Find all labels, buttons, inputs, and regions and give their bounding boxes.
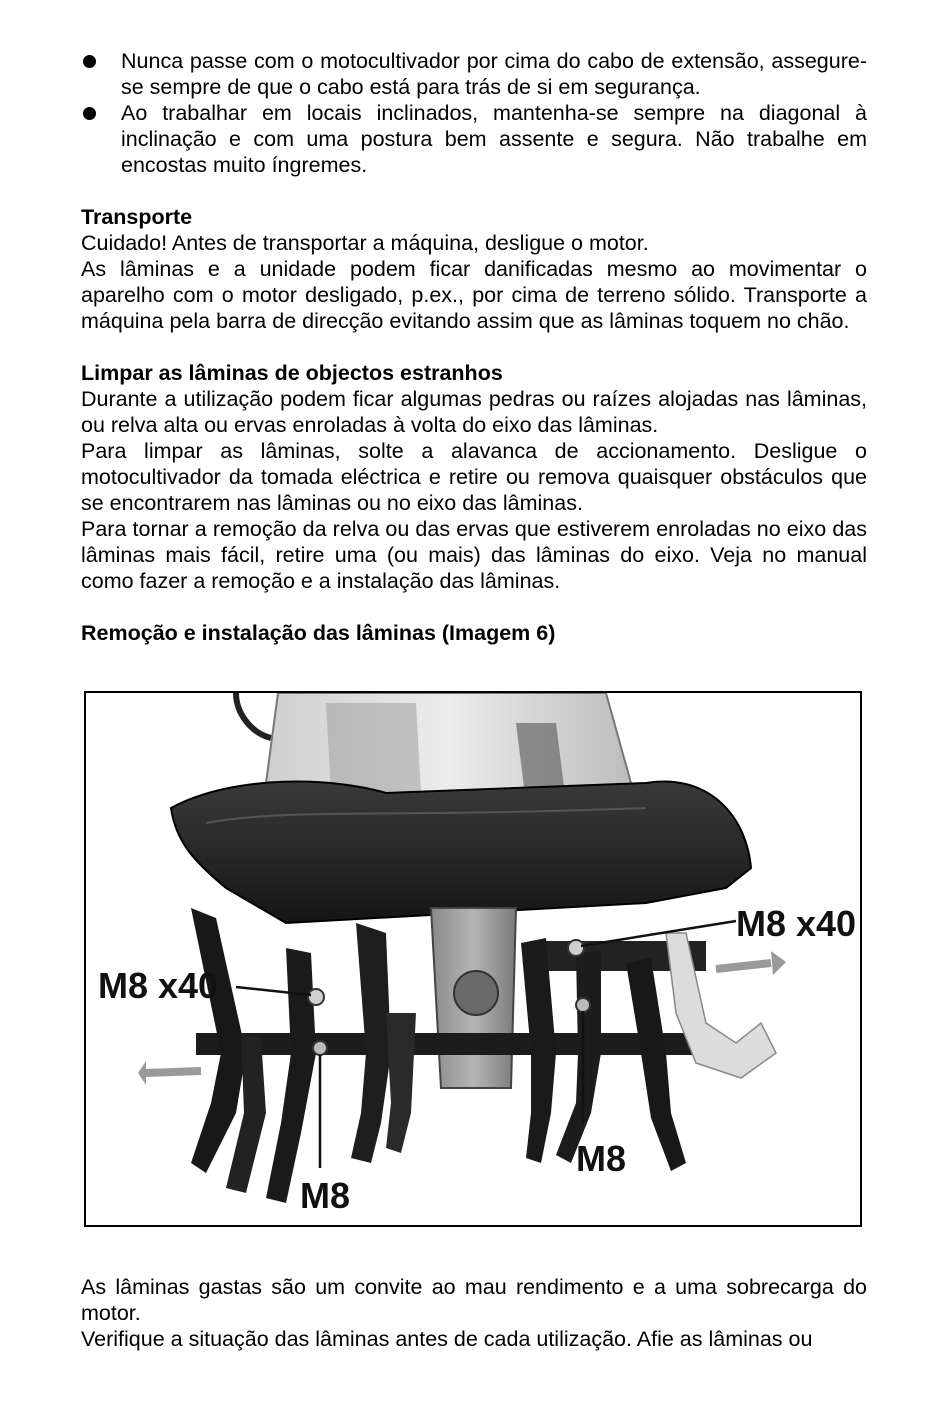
tail-paragraph-1: As lâminas gastas são um convite ao mau rendimento e a uma sobrecarga do motor.	[81, 1275, 867, 1325]
bullet-item	[81, 48, 867, 100]
tiller-illustration	[86, 693, 860, 1225]
cleaning-heading: Limpar as lâminas de objectos estranhos	[81, 361, 503, 385]
bullet-text: Ao trabalhar em locais inclinados, mantenha-se sempre na diagonal à inclinação e com uma postura bem assente e segura. Não trabalhe em encostas muito íngremes.	[121, 101, 867, 177]
label-nut-right: M8	[576, 1138, 627, 1179]
tiller-figure	[84, 691, 862, 1227]
label-bolt-right: M8 x40	[736, 903, 857, 944]
label-nut-left: M8	[300, 1175, 351, 1216]
cleaning-paragraph-1: Durante a utilização podem ficar algumas pedras ou raízes alojadas nas lâminas, ou relva alta ou ervas enroladas à volta do eixo das lâminas.	[81, 387, 867, 437]
label-bolt-left: M8 x40	[98, 965, 219, 1006]
safety-bullet-list	[81, 48, 867, 178]
page-tail	[81, 1274, 867, 1352]
cleaning-paragraph-3: Para tornar a remoção da relva ou das ervas que estiverem enroladas no eixo das lâminas mais fácil, retire uma (ou mais) das lâminas do eixo. Veja no manual como fazer a remoção e a instalação das lâminas.	[81, 517, 867, 593]
tail-paragraph-2: Verifique a situação das lâminas antes de cada utilização. Afie as lâminas ou	[81, 1327, 813, 1351]
page-content	[81, 48, 867, 646]
bullet-dot-icon	[83, 107, 96, 120]
bullet-item	[81, 100, 867, 178]
transport-heading: Transporte	[81, 205, 193, 229]
bullet-text: Nunca passe com o motocultivador por cima do cabo de extensão, assegure-se sempre de que o cabo está para trás de si em segurança.	[121, 49, 867, 99]
cleaning-paragraph-2: Para limpar as lâminas, solte a alavanca de accionamento. Desligue o motocultivador da tomada eléctrica e retire ou remova quaisquer obstáculos que se encontrarem nas lâminas ou no eixo das lâminas.	[81, 439, 867, 515]
removal-heading: Remoção e instalação das lâminas (Imagem 6)	[81, 621, 556, 645]
bullet-dot-icon	[83, 55, 96, 68]
transport-paragraph: As lâminas e a unidade podem ficar danificadas mesmo ao movimentar o aparelho com o motor desligado, p.ex., por cima de terreno sólido. Transporte a máquina pela barra de direcção evitando assim que as lâminas toquem no chão.	[81, 257, 867, 333]
transport-warning: Cuidado! Antes de transportar a máquina, desligue o motor.	[81, 231, 649, 255]
